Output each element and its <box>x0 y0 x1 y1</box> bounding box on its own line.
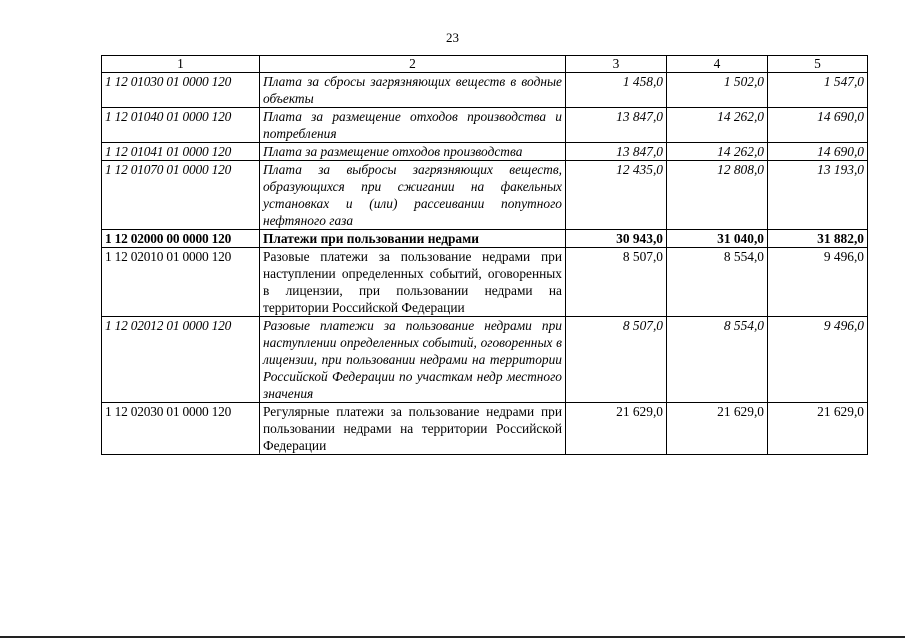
revenue-table <box>101 55 868 455</box>
scan-edge-line <box>0 636 905 638</box>
value-cell-col4: 8 554,0 <box>667 317 768 403</box>
table-row <box>102 230 868 248</box>
name-cell: Плата за размещение отходов производства <box>260 143 566 161</box>
value-cell-col4: 31 040,0 <box>667 230 768 248</box>
column-header: 1 <box>102 56 260 73</box>
column-header: 5 <box>768 56 868 73</box>
table-body <box>102 73 868 455</box>
value-cell-col3: 12 435,0 <box>566 161 667 230</box>
name-cell: Платежи при пользовании недрами <box>260 230 566 248</box>
value-cell-col5: 9 496,0 <box>768 317 868 403</box>
value-cell-col4: 12 808,0 <box>667 161 768 230</box>
value-cell-col4: 21 629,0 <box>667 403 768 455</box>
code-cell: 1 12 02012 01 0000 120 <box>102 317 260 403</box>
column-header: 2 <box>260 56 566 73</box>
value-cell-col5: 14 690,0 <box>768 108 868 143</box>
table-row <box>102 317 868 403</box>
name-cell: Плата за сбросы загрязняющих веществ в водные объекты <box>260 73 566 108</box>
column-header: 4 <box>667 56 768 73</box>
value-cell-col3: 21 629,0 <box>566 403 667 455</box>
code-cell: 1 12 01041 01 0000 120 <box>102 143 260 161</box>
value-cell-col5: 14 690,0 <box>768 143 868 161</box>
name-cell: Разовые платежи за пользование недрами при наступлении определенных событий, оговоренных в лицензии, при пользовании недрами на территории Российской Федерации <box>260 248 566 317</box>
value-cell-col4: 1 502,0 <box>667 73 768 108</box>
table-row <box>102 108 868 143</box>
code-cell: 1 12 02030 01 0000 120 <box>102 403 260 455</box>
value-cell-col4: 14 262,0 <box>667 143 768 161</box>
value-cell-col5: 31 882,0 <box>768 230 868 248</box>
code-cell: 1 12 01070 01 0000 120 <box>102 161 260 230</box>
table-row <box>102 161 868 230</box>
value-cell-col3: 1 458,0 <box>566 73 667 108</box>
value-cell-col5: 21 629,0 <box>768 403 868 455</box>
value-cell-col3: 30 943,0 <box>566 230 667 248</box>
code-cell: 1 12 01040 01 0000 120 <box>102 108 260 143</box>
name-cell: Разовые платежи за пользование недрами при наступлении определенных событий, оговоренных в лицензии, при пользовании недрами на территории Российской Федерации по участкам недр местного значения <box>260 317 566 403</box>
value-cell-col3: 8 507,0 <box>566 248 667 317</box>
value-cell-col4: 14 262,0 <box>667 108 768 143</box>
table-row <box>102 403 868 455</box>
code-cell: 1 12 01030 01 0000 120 <box>102 73 260 108</box>
table-header-row <box>102 56 868 73</box>
value-cell-col3: 13 847,0 <box>566 108 667 143</box>
value-cell-col3: 13 847,0 <box>566 143 667 161</box>
table-row <box>102 73 868 108</box>
value-cell-col4: 8 554,0 <box>667 248 768 317</box>
table-row <box>102 143 868 161</box>
table-row <box>102 248 868 317</box>
name-cell: Плата за выбросы загрязняющих веществ, образующихся при сжигании на факельных установках и (или) рассеивании попутного нефтяного газа <box>260 161 566 230</box>
value-cell-col5: 9 496,0 <box>768 248 868 317</box>
name-cell: Плата за размещение отходов производства и потребления <box>260 108 566 143</box>
value-cell-col3: 8 507,0 <box>566 317 667 403</box>
name-cell: Регулярные платежи за пользование недрами при пользовании недрами на территории Российской Федерации <box>260 403 566 455</box>
code-cell: 1 12 02010 01 0000 120 <box>102 248 260 317</box>
value-cell-col5: 13 193,0 <box>768 161 868 230</box>
page-number: 23 <box>446 30 459 45</box>
value-cell-col5: 1 547,0 <box>768 73 868 108</box>
column-header: 3 <box>566 56 667 73</box>
code-cell: 1 12 02000 00 0000 120 <box>102 230 260 248</box>
